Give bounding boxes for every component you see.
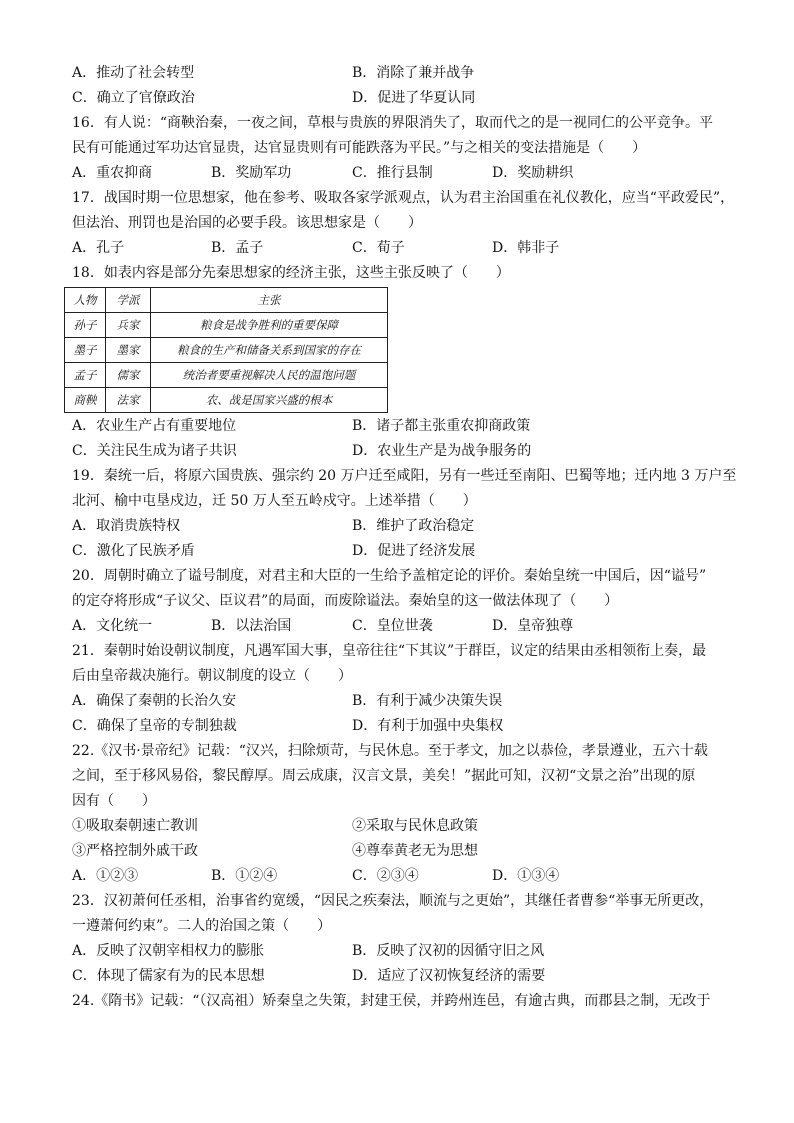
q20-stem-line2: 的定夺将形成“子议父、臣议君”的局面，而废除谥法。秦始皇的这一做法体现了（ ）	[72, 593, 619, 609]
q21-option-c: C．确保了皇帝的专制独裁	[72, 718, 237, 734]
q23-stem-line1: 23．汉初萧何任丞相，治事省约宽缓，“因民之疾秦法，顺流与之更始”，其继任者曹参“举事无所更改，	[72, 893, 714, 909]
q22-stem-line2: 之间，至于移风易俗，黎民醇厚。周云成康，汉言文景，美矣！”据此可知，汉初“文景之治”出现的原	[72, 768, 696, 784]
q21-option-d: D．有利于加强中央集权	[352, 718, 504, 734]
q19-option-d: D．促进了经济发展	[352, 543, 476, 559]
q23-option-d: D．适应了汉初恢复经济的需要	[352, 968, 546, 984]
q18-option-d: D．农业生产是为战争服务的	[352, 443, 532, 459]
table-header-cell: 学派	[106, 288, 151, 313]
q17-option-c: C．荀子	[352, 240, 405, 256]
q22-item-3: ③严格控制外戚干政	[72, 843, 198, 859]
q21-stem-line1: 21．秦朝时始设朝议制度，凡遇军国大事，皇帝往往“下其议”于群臣，议定的结果由丞相领衔上奏，最	[72, 643, 707, 659]
table-cell: 墨子	[65, 338, 106, 363]
q20-option-b: B．以法治国	[211, 618, 292, 634]
q17-stem-line1: 17．战国时期一位思想家，他在参考、吸取各家学派观点，认为君主治国重在礼仪教化，应当“平政爱民”，	[72, 190, 735, 206]
q15-option-c: C．确立了官僚政治	[72, 90, 195, 106]
q21-option-a: A．确保了秦朝的长治久安	[72, 693, 237, 709]
q22-stem-line3: 因有（ ）	[72, 793, 156, 809]
q22-item-1: ①吸取秦朝速亡教训	[72, 818, 198, 834]
q16-option-c: C．推行县制	[352, 165, 433, 181]
table-cell: 农、战是国家兴盛的根本	[151, 388, 388, 413]
q16-stem-line1: 16．有人说：“商鞅治秦，一夜之间，草根与贵族的界限消失了，取而代之的是一视同仁的公平竞争。平	[72, 115, 713, 131]
table-row	[65, 363, 388, 388]
q16-option-a: A．重农抑商	[72, 165, 153, 181]
q21-option-b: B．有利于减少决策失误	[352, 693, 503, 709]
q15-option-d: D．促进了华夏认同	[352, 90, 476, 106]
q19-stem-line1: 19．秦统一后，将原六国贵族、强宗约 20 万户迁至咸阳，另有一些迁至南阳、巴蜀等地；迁内地 3 万户至	[72, 468, 737, 484]
q22-item-4: ④尊奉黄老无为思想	[352, 843, 478, 859]
table-cell: 孙子	[65, 313, 106, 338]
table-cell: 粮食是战争胜利的重要保障	[151, 313, 388, 338]
q20-stem-line1: 20．周朝时确立了谥号制度，对君主和大臣的一生给予盖棺定论的评价。秦始皇统一中国后，因“谥号”	[72, 568, 707, 584]
table-cell: 统治者要重视解决人民的温饱问题	[151, 363, 388, 388]
q18-option-b: B．诸子都主张重农抑商政策	[352, 418, 531, 434]
table-row	[65, 388, 388, 413]
q22-option-a: A．①②③	[72, 868, 139, 884]
table-header-cell: 主张	[151, 288, 388, 313]
q24-stem-line1: 24.《隋书》记载：“（汉高祖）矫秦皇之失策，封建王侯，并跨州连邑，有逾古典，而郡县之制，无改于	[72, 993, 711, 1009]
q22-option-b: B．①②④	[211, 868, 278, 884]
table-cell: 孟子	[65, 363, 106, 388]
q17-stem-line2: 但法治、刑罚也是治国的必要手段。该思想家是（ ）	[72, 215, 422, 231]
table-cell: 商鞅	[65, 388, 106, 413]
table-cell: 墨家	[106, 338, 151, 363]
q16-stem-line2: 民有可能通过军功达官显贵，达官显贵则有可能跌落为平民。”与之相关的变法措施是（ ）	[72, 140, 647, 156]
table-header-row	[65, 288, 388, 313]
q16-option-b: B．奖励军功	[211, 165, 292, 181]
q23-option-c: C．体现了儒家有为的民本思想	[72, 968, 265, 984]
q17-option-b: B．孟子	[211, 240, 264, 256]
q21-stem-line2: 后由皇帝裁决施行。朝议制度的设立（ ）	[72, 668, 352, 684]
table-cell: 儒家	[106, 363, 151, 388]
q19-option-a: A．取消贵族特权	[72, 518, 181, 534]
q18-stem: 18．如表内容是部分先秦思想家的经济主张，这些主张反映了（ ）	[72, 265, 510, 281]
table-header-cell: 人物	[65, 288, 106, 313]
q22-stem-line1: 22.《汉书·景帝纪》记载：“汉兴，扫除烦苛，与民休息。至于孝文，加之以恭俭，孝景遵业，五六十载	[72, 743, 708, 759]
q18-table	[64, 287, 388, 413]
table-row	[65, 338, 388, 363]
table-row	[65, 313, 388, 338]
q22-option-d: D．①③④	[492, 868, 560, 884]
q15-option-a: A．推动了社会转型	[72, 65, 195, 81]
q18-option-a: A．农业生产占有重要地位	[72, 418, 237, 434]
q20-option-d: D．皇帝独尊	[492, 618, 574, 634]
q20-option-c: C．皇位世袭	[352, 618, 433, 634]
q22-item-2: ②采取与民休息政策	[352, 818, 478, 834]
q16-option-d: D．奖励耕织	[492, 165, 574, 181]
q20-option-a: A．文化统一	[72, 618, 153, 634]
table-cell: 粮食的生产和储备关系到国家的存在	[151, 338, 388, 363]
q19-option-b: B．维护了政治稳定	[352, 518, 475, 534]
table-cell: 法家	[106, 388, 151, 413]
q22-option-c: C．②③④	[352, 868, 419, 884]
q19-stem-line2: 北河、榆中屯垦戍边，迁 50 万人至五岭戍守。上述举措（ ）	[72, 493, 477, 509]
q17-option-a: A．孔子	[72, 240, 125, 256]
q18-option-c: C．关注民生成为诸子共识	[72, 443, 237, 459]
q23-option-a: A．反映了汉朝宰相权力的膨胀	[72, 943, 265, 959]
q23-stem-line2: 一遵萧何约束”。二人的治国之策（ ）	[72, 918, 332, 934]
q15-option-b: B．消除了兼并战争	[352, 65, 475, 81]
table-cell: 兵家	[106, 313, 151, 338]
q17-option-d: D．韩非子	[492, 240, 560, 256]
q23-option-b: B．反映了汉初的因循守旧之风	[352, 943, 545, 959]
q19-option-c: C．激化了民族矛盾	[72, 543, 195, 559]
